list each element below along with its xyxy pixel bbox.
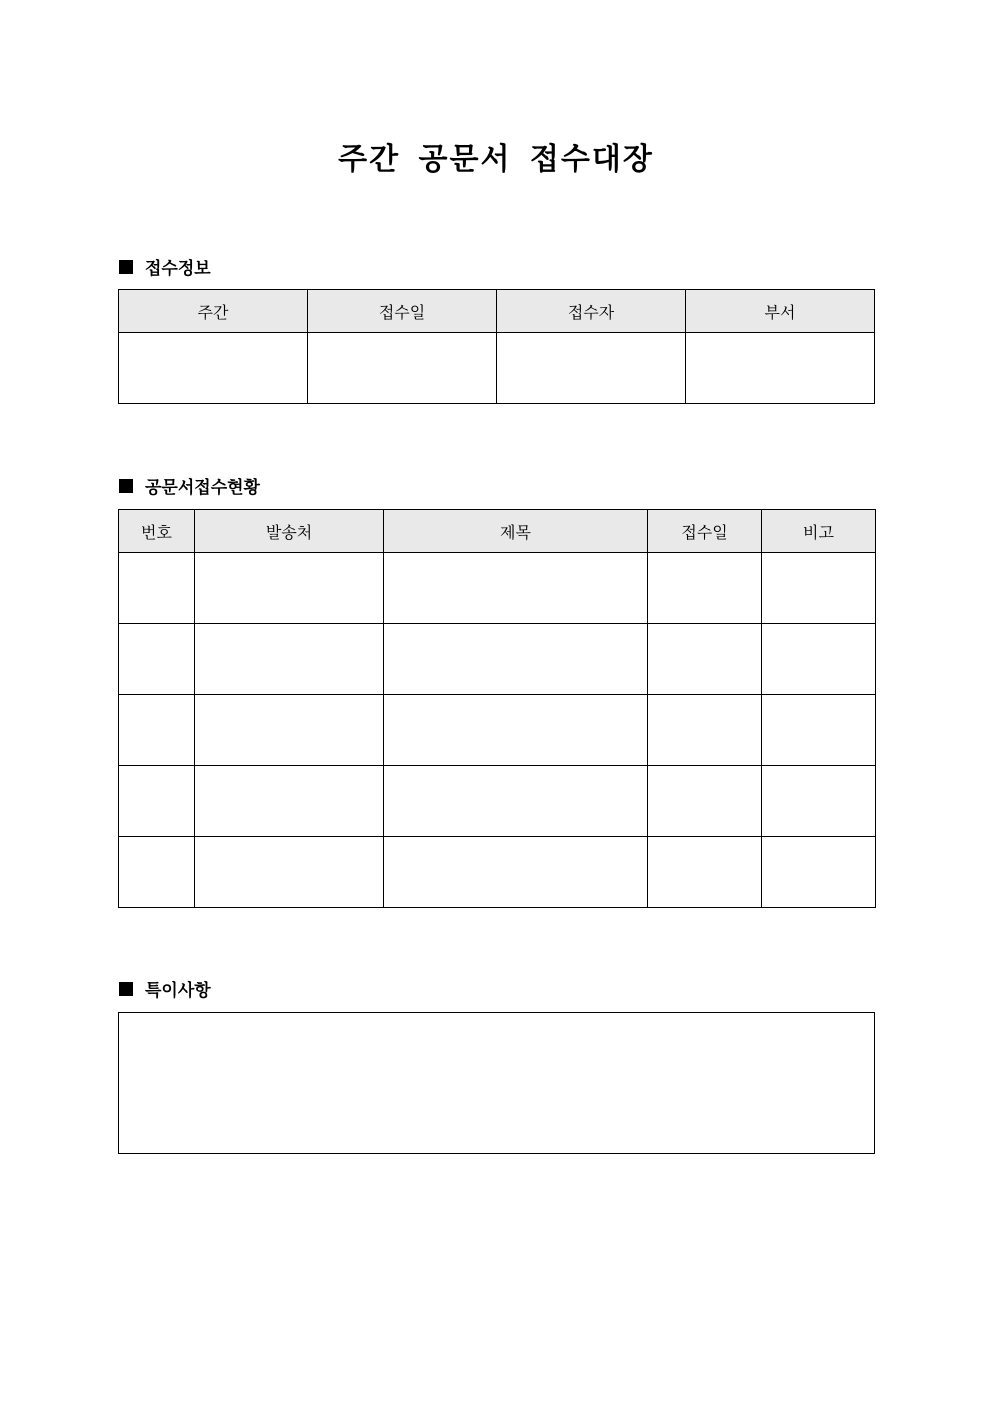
column-header: 부서 <box>686 290 875 333</box>
square-bullet-icon <box>119 260 133 274</box>
table-row <box>119 837 876 908</box>
section-heading-label: 특이사항 <box>145 981 211 1001</box>
number-cell[interactable] <box>119 766 195 837</box>
number-cell[interactable] <box>119 695 195 766</box>
documents-table <box>118 509 876 908</box>
table-row <box>119 695 876 766</box>
section-heading-receipt-info <box>119 254 211 279</box>
section-heading-notes <box>119 976 211 1001</box>
subject-cell[interactable] <box>384 553 648 624</box>
notes-box[interactable] <box>118 1012 875 1154</box>
table-row <box>119 553 876 624</box>
receipt-date-cell[interactable] <box>648 553 762 624</box>
table-header-row <box>119 510 876 553</box>
table-row <box>119 766 876 837</box>
department-cell[interactable] <box>686 333 875 404</box>
square-bullet-icon <box>119 479 133 493</box>
subject-cell[interactable] <box>384 766 648 837</box>
subject-cell[interactable] <box>384 695 648 766</box>
column-header: 제목 <box>384 510 648 553</box>
column-header: 비고 <box>762 510 876 553</box>
receipt-info-table <box>118 289 875 404</box>
remarks-cell[interactable] <box>762 553 876 624</box>
column-header: 발송처 <box>195 510 384 553</box>
subject-cell[interactable] <box>384 837 648 908</box>
remarks-cell[interactable] <box>762 695 876 766</box>
sender-cell[interactable] <box>195 624 384 695</box>
receipt-date-cell[interactable] <box>648 766 762 837</box>
number-cell[interactable] <box>119 553 195 624</box>
column-header: 접수일 <box>308 290 497 333</box>
receipt-date-cell[interactable] <box>648 624 762 695</box>
column-header: 주간 <box>119 290 308 333</box>
column-header: 번호 <box>119 510 195 553</box>
document-title: 주간 공문서 접수대장 <box>338 142 654 177</box>
table-row <box>119 333 875 404</box>
section-heading-documents <box>119 473 260 498</box>
number-cell[interactable] <box>119 837 195 908</box>
section-heading-label: 공문서접수현황 <box>145 478 260 498</box>
sender-cell[interactable] <box>195 553 384 624</box>
sender-cell[interactable] <box>195 695 384 766</box>
table-row <box>119 624 876 695</box>
number-cell[interactable] <box>119 624 195 695</box>
receipt-date-cell[interactable] <box>308 333 497 404</box>
square-bullet-icon <box>119 982 133 996</box>
section-heading-label: 접수정보 <box>145 259 211 279</box>
column-header: 접수자 <box>497 290 686 333</box>
remarks-cell[interactable] <box>762 624 876 695</box>
sender-cell[interactable] <box>195 766 384 837</box>
remarks-cell[interactable] <box>762 766 876 837</box>
sender-cell[interactable] <box>195 837 384 908</box>
receipt-date-cell[interactable] <box>648 695 762 766</box>
receipt-date-cell[interactable] <box>648 837 762 908</box>
subject-cell[interactable] <box>384 624 648 695</box>
week-cell[interactable] <box>119 333 308 404</box>
column-header: 접수일 <box>648 510 762 553</box>
receiver-cell[interactable] <box>497 333 686 404</box>
table-header-row <box>119 290 875 333</box>
remarks-cell[interactable] <box>762 837 876 908</box>
